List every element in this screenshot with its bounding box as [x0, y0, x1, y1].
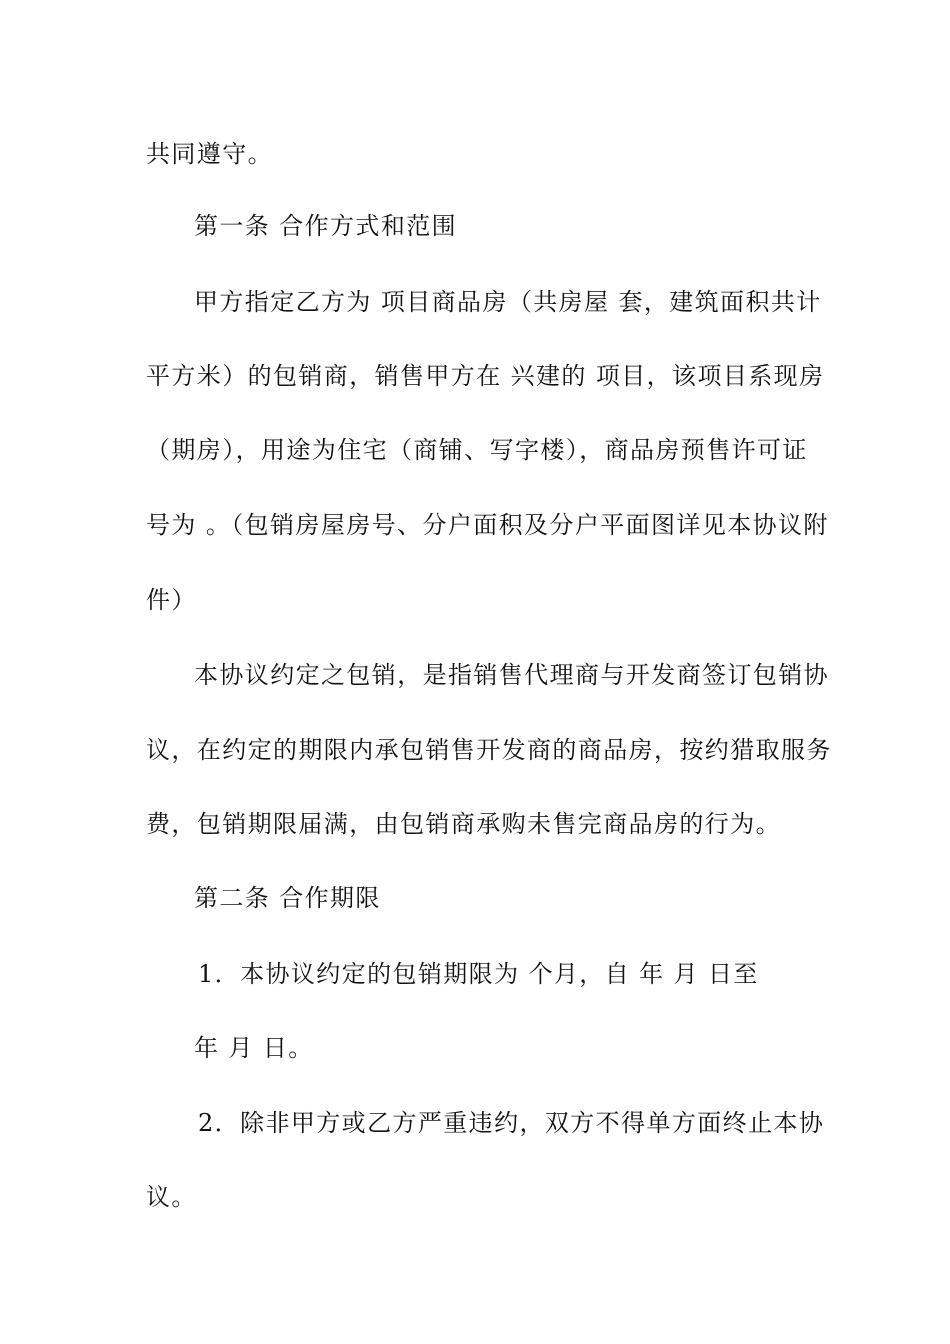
text-line-10: 费，包销期限届满，由包销商承购未售完商品房的行为。	[146, 810, 781, 838]
text-line-8: 本协议约定之包销，是指销售代理商与开发商签订包销协	[194, 661, 829, 689]
clause-1-line-1: 1．本协议约定的包销期限为 个月，自 年 月 日至	[198, 960, 759, 988]
article-2-heading: 第二条 合作期限	[194, 884, 381, 912]
text-line-9: 议，在约定的期限内承包销售开发商的商品房，按约猎取服务	[146, 736, 832, 764]
text-line-3: 甲方指定乙方为 项目商品房（共房屋 套，建筑面积共计	[194, 288, 822, 316]
clause-2-line-2: 议。	[146, 1183, 197, 1211]
clause-2-line-1: 2．除非甲方或乙方严重违约，双方不得单方面终止本协	[198, 1109, 825, 1137]
text-line-1: 共同遵守。	[146, 140, 273, 168]
text-line-7: 件）	[146, 586, 197, 614]
text-line-6: 号为 。（包销房屋房号、分户面积及分户平面图详见本协议附	[146, 511, 829, 539]
text-line-4: 平方米）的包销商，销售甲方在 兴建的 项目，该项目系现房	[146, 362, 825, 390]
text-line-5: （期房），用途为住宅（商铺、写字楼），商品房预售许可证	[146, 436, 808, 464]
article-1-heading: 第一条 合作方式和范围	[194, 212, 458, 240]
clause-1-line-2: 年 月 日。	[194, 1034, 314, 1062]
